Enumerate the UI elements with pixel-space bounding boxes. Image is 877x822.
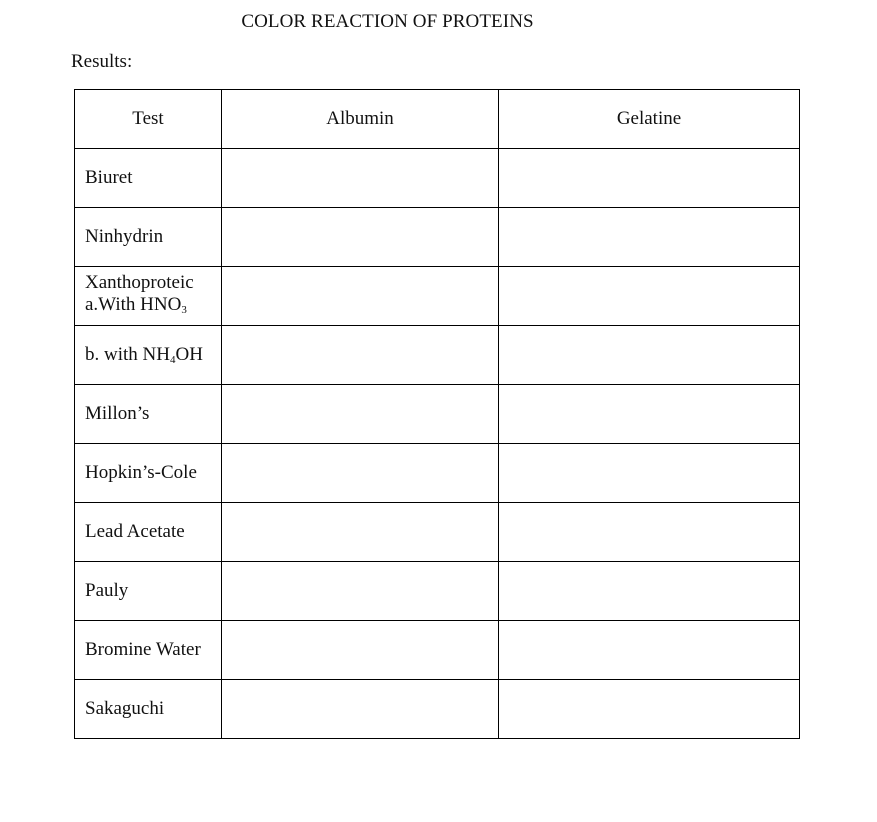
xanthoproteic-sub-a xyxy=(85,294,221,321)
header-test: Test xyxy=(75,90,222,149)
table-row xyxy=(75,208,800,267)
test-name-sakaguchi: Sakaguchi xyxy=(75,680,222,739)
albumin-result-cell xyxy=(222,444,499,503)
gelatine-result-cell xyxy=(499,680,800,739)
subscript-4: 4 xyxy=(169,354,176,366)
gelatine-result-cell xyxy=(499,267,800,326)
page-title: COLOR REACTION OF PROTEINS xyxy=(241,11,534,32)
gelatine-result-cell xyxy=(499,149,800,208)
gelatine-result-cell xyxy=(499,208,800,267)
table-row xyxy=(75,621,800,680)
sub-b-prefix: b. with NH xyxy=(85,344,170,365)
albumin-result-cell xyxy=(222,326,499,385)
results-table xyxy=(74,89,800,739)
table-row xyxy=(75,149,800,208)
xanthoproteic-title: Xanthoproteic xyxy=(85,271,194,293)
table-row xyxy=(75,562,800,621)
test-name-millons: Millon’s xyxy=(75,385,222,444)
subscript-3: 3 xyxy=(181,303,187,316)
albumin-result-cell xyxy=(222,208,499,267)
albumin-result-cell xyxy=(222,267,499,326)
test-name-with-nh4oh xyxy=(75,326,222,385)
sub-b-suffix: OH xyxy=(175,344,203,365)
gelatine-result-cell xyxy=(499,562,800,621)
test-name-lead-acetate: Lead Acetate xyxy=(75,503,222,562)
table-row xyxy=(75,385,800,444)
table-row xyxy=(75,503,800,562)
gelatine-result-cell xyxy=(499,621,800,680)
test-name-ninhydrin: Ninhydrin xyxy=(75,208,222,267)
test-name-pauly: Pauly xyxy=(75,562,222,621)
table-row xyxy=(75,680,800,739)
table-header-row xyxy=(75,90,800,149)
table-row xyxy=(75,444,800,503)
results-label: Results: xyxy=(71,51,133,72)
test-name-hopkins-cole: Hopkin’s-Cole xyxy=(75,444,222,503)
table-row xyxy=(75,267,800,326)
gelatine-result-cell xyxy=(499,326,800,385)
test-name-bromine-water: Bromine Water xyxy=(75,621,222,680)
gelatine-result-cell xyxy=(499,385,800,444)
sub-a-label: a.With HNO xyxy=(85,293,182,315)
header-gelatine: Gelatine xyxy=(499,90,800,149)
albumin-result-cell xyxy=(222,503,499,562)
albumin-result-cell xyxy=(222,621,499,680)
test-name-biuret: Biuret xyxy=(75,149,222,208)
albumin-result-cell xyxy=(222,385,499,444)
gelatine-result-cell xyxy=(499,444,800,503)
table-row xyxy=(75,326,800,385)
albumin-result-cell xyxy=(222,680,499,739)
albumin-result-cell xyxy=(222,562,499,621)
test-name-xanthoproteic xyxy=(75,267,222,326)
gelatine-result-cell xyxy=(499,503,800,562)
header-albumin: Albumin xyxy=(222,90,499,149)
albumin-result-cell xyxy=(222,149,499,208)
